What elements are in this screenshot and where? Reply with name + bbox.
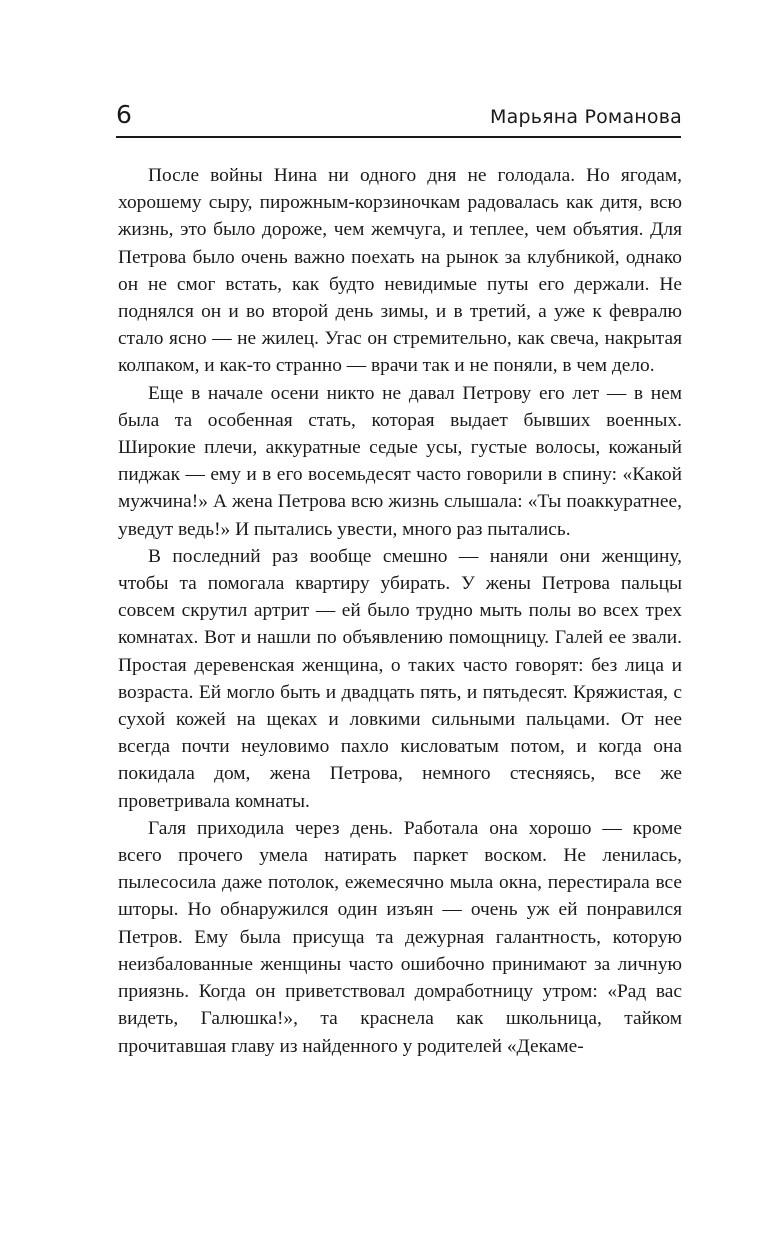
running-title: Марьяна Романова	[490, 106, 682, 128]
body-text	[118, 162, 682, 1060]
page-number: 6	[116, 100, 132, 129]
paragraph: Еще в начале осени никто не давал Петрову его лет — в нем была та особенная стать, которая выдает бывших военных. Широкие плечи, аккуратные седые усы, густые волосы, кожаный пиджак — ему и в его восемьдесят часто говорили в спину: «Какой мужчина!» А жена Петрова всю жизнь слышала: «Ты поаккуратнее, уведут ведь!» И пытались увести, много раз пытались.	[118, 382, 682, 540]
header-rule	[116, 136, 681, 138]
paragraph: Галя приходила через день. Работала она хорошо — кроме всего прочего умела натирать паркет воском. Не ленилась, пылесосила даже потолок, ежемесячно мыла окна, перестирала все шторы. Но обнаружился один изъян — очень уж ей понравился Петров. Ему была присуща та дежурная галантность, которую неизбалованные женщины часто ошибочно принимают за личную приязнь. Когда он приветствовал домработницу утром: «Рад вас видеть, Галюшка!», та краснела как школьница, тайком прочитавшая главу из найденного у родителей «Декаме-	[118, 817, 682, 1057]
paragraph: После войны Нина ни одного дня не голодала. Но ягодам, хорошему сыру, пирожным-корзиночкам радовалась как дитя, всю жизнь, это было дороже, чем жемчуга, и теплее, чем объятия. Для Петрова было очень важно поехать на рынок за клубникой, однако он не смог встать, как будто невидимые путы его держали. Не поднялся он и во второй день зимы, и в третий, а уже к февралю стало ясно — не жилец. Угас он стремительно, как свеча, накрытая колпаком, и как-то странно — врачи так и не поняли, в чем дело.	[118, 165, 682, 377]
paragraph: В последний раз вообще смешно — наняли они женщину, чтобы та помогала квартиру убирать. У жены Петрова пальцы совсем скрутил артрит — ей было трудно мыть полы во всех трех комнатах. Вот и нашли по объявлению помощницу. Галей ее звали. Простая деревенская женщина, о таких часто говорят: без лица и возраста. Ей могло быть и двадцать пять, и пятьдесят. Кряжистая, с сухой кожей на щеках и ловкими сильными пальцами. От нее всегда почти неуловимо пахло кисловатым потом, и когда она покидала дом, жена Петрова, немного стесняясь, все же проветривала комнаты.	[118, 545, 682, 812]
